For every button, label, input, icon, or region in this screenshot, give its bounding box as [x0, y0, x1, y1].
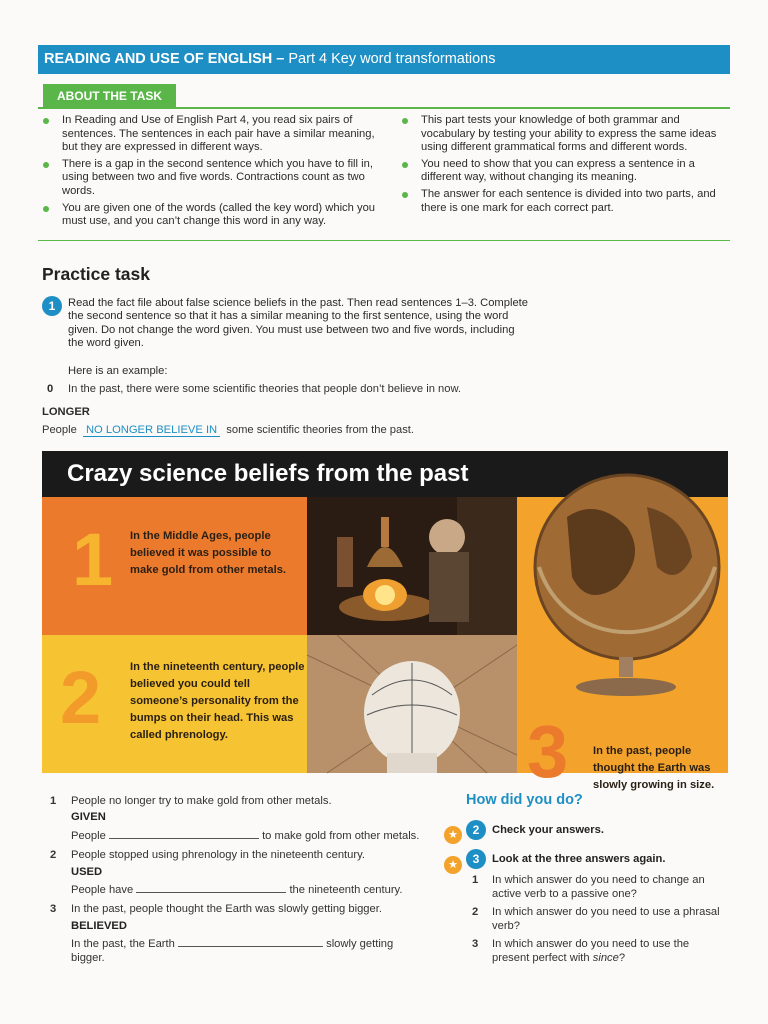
- section-title-part: Part 4 Key word transformations: [284, 51, 496, 67]
- step-1-badge: 1: [42, 296, 62, 316]
- question-2-text: People stopped using phrenology in the nineteenth century.: [71, 849, 365, 861]
- answer-blank-2[interactable]: [136, 892, 286, 893]
- question-2-answer-line: [71, 883, 402, 897]
- question-3-keyword: BELIEVED: [71, 920, 127, 932]
- star-icon: ★: [444, 826, 462, 844]
- step-3-text: Look at the three answers again.: [492, 853, 666, 865]
- about-right-column: [401, 114, 731, 218]
- fact-number: 3: [527, 710, 569, 793]
- section-title-bold: READING AND USE OF ENGLISH –: [44, 51, 285, 67]
- fact-panel-1: [42, 497, 307, 635]
- step-2-badge: 2: [466, 820, 486, 840]
- about-item-text: You need to show that you can express a sentence in a different way, without changing its meaning.: [421, 157, 695, 184]
- about-item-text: This part tests your knowledge of both grammar and vocabulary by testing your ability to express the same ideas using different grammatical forms and different words.: [421, 114, 717, 154]
- how-did-you-do-title: How did you do?: [466, 792, 583, 808]
- example-after: some scientific theories from the past.: [226, 424, 415, 436]
- fact-number: 1: [72, 518, 114, 601]
- globe-illustration: [517, 457, 728, 697]
- question-2-keyword: USED: [71, 866, 103, 878]
- question-before: In the past, the Earth: [71, 938, 175, 950]
- bullet-icon: [402, 118, 408, 124]
- question-2-number: [50, 848, 56, 862]
- fact-text: In the Middle Ages, people believed it was possible to make gold from other metals.: [130, 530, 287, 576]
- about-item-text: The answer for each sentence is divided into two parts, and there is one mark for each correct part.: [421, 187, 716, 214]
- poster-title: Crazy science beliefs from the past: [67, 460, 469, 487]
- check-item-2-number: 2: [472, 906, 479, 918]
- fact-panel-2: [42, 635, 307, 773]
- check-item-2-text: In which answer do you need to use a phrasal verb?: [492, 906, 720, 932]
- practice-instruction: Read the fact file about false science beliefs in the past. Then read sentences 1–3. Complete the second sentence so that it has a similar meaning to the first sentence, using the word given. Do not change the word given. You must use between two and five words, including the word given.: [68, 297, 529, 350]
- check-item-3-text: [492, 937, 727, 965]
- example-keyword: LONGER: [42, 406, 90, 418]
- about-item: [401, 158, 731, 185]
- fact-file-poster: [42, 451, 728, 793]
- check-item-3-text-b: ?: [618, 952, 626, 964]
- question-after: the nineteenth century.: [289, 884, 403, 896]
- fact-number: 2: [60, 656, 102, 739]
- check-item-3-number: 3: [472, 938, 479, 950]
- question-before: People have: [71, 884, 134, 896]
- about-left-column: [42, 114, 382, 232]
- about-task-tab: ABOUT THE TASK: [43, 84, 176, 108]
- question-3-number: [50, 902, 56, 916]
- bullet-icon: [402, 192, 408, 198]
- about-item: [42, 202, 382, 229]
- step-3-badge: 3: [466, 849, 486, 869]
- example-sentence: In the past, there were some scientific theories that people don’t believe in now.: [68, 383, 462, 395]
- question-1-number: [50, 794, 56, 808]
- practice-title: Practice task: [42, 264, 150, 284]
- question-after: slowly getting: [326, 938, 394, 950]
- question-1-text: People no longer try to make gold from other metals.: [71, 795, 332, 807]
- question-1-answer-line: [71, 829, 419, 843]
- example-answer: NO LONGER BELIEVE IN: [83, 424, 220, 437]
- example-before: People: [42, 424, 77, 436]
- step-2-text: Check your answers.: [492, 824, 604, 836]
- fact-text: In the nineteenth century, people believed you could tell someone’s personality from the bumps on their head. This was called phrenology.: [130, 661, 305, 741]
- question-number: 3: [50, 903, 57, 915]
- about-item: [42, 114, 382, 155]
- question-number: 1: [50, 795, 57, 807]
- fact-text: In the past, people thought the Earth was slowly growing in size.: [593, 745, 715, 791]
- bullet-icon: [43, 162, 49, 168]
- check-item-1-number: 1: [472, 874, 479, 886]
- about-item: [401, 188, 731, 215]
- question-3-continuation: bigger.: [71, 952, 105, 964]
- answer-blank-1[interactable]: [109, 838, 259, 839]
- star-icon: ★: [444, 856, 462, 874]
- section-title: [44, 51, 496, 67]
- question-after: to make gold from other metals.: [262, 830, 420, 842]
- about-divider-top: [38, 107, 730, 109]
- about-divider-bottom: [38, 240, 730, 241]
- answer-blank-3[interactable]: [178, 946, 323, 947]
- bullet-icon: [43, 118, 49, 124]
- bullet-icon: [43, 206, 49, 212]
- example-label: Here is an example:: [68, 365, 168, 377]
- phrenology-head-image: [307, 635, 517, 773]
- about-item: [42, 158, 382, 199]
- question-1-keyword: GIVEN: [71, 811, 106, 823]
- fact-panel-3: [517, 497, 728, 793]
- question-3-answer-line: [71, 937, 393, 951]
- check-item-1-text: In which answer do you need to change an active verb to a passive one?: [492, 874, 705, 900]
- question-3-text: In the past, people thought the Earth was slowly getting bigger.: [71, 903, 382, 915]
- check-item-3-text-a: In which answer do you need to use the present perfect with: [492, 938, 690, 964]
- about-item-text: There is a gap in the second sentence which you have to fill in, using between two and five words. Contractions count as two words.: [62, 157, 373, 197]
- phrenology-illustration: [307, 635, 517, 773]
- question-before: People: [71, 830, 106, 842]
- about-item: [401, 114, 731, 155]
- question-number: 2: [50, 849, 57, 861]
- about-item-text: You are given one of the words (called the key word) which you must use, and you can’t change this word in any way.: [62, 201, 376, 228]
- section-header: [38, 45, 730, 74]
- alchemist-illustration: [307, 497, 517, 635]
- bullet-icon: [402, 162, 408, 168]
- example-answer-line: [42, 424, 414, 437]
- about-item-text: In Reading and Use of English Part 4, you read six pairs of sentences. The sentences in each pair have a similar meaning, but they are expressed in different ways.: [62, 114, 375, 154]
- example-number: 0: [47, 383, 54, 395]
- check-item-3-emphasis: since: [592, 952, 619, 964]
- alchemist-image: [307, 497, 517, 635]
